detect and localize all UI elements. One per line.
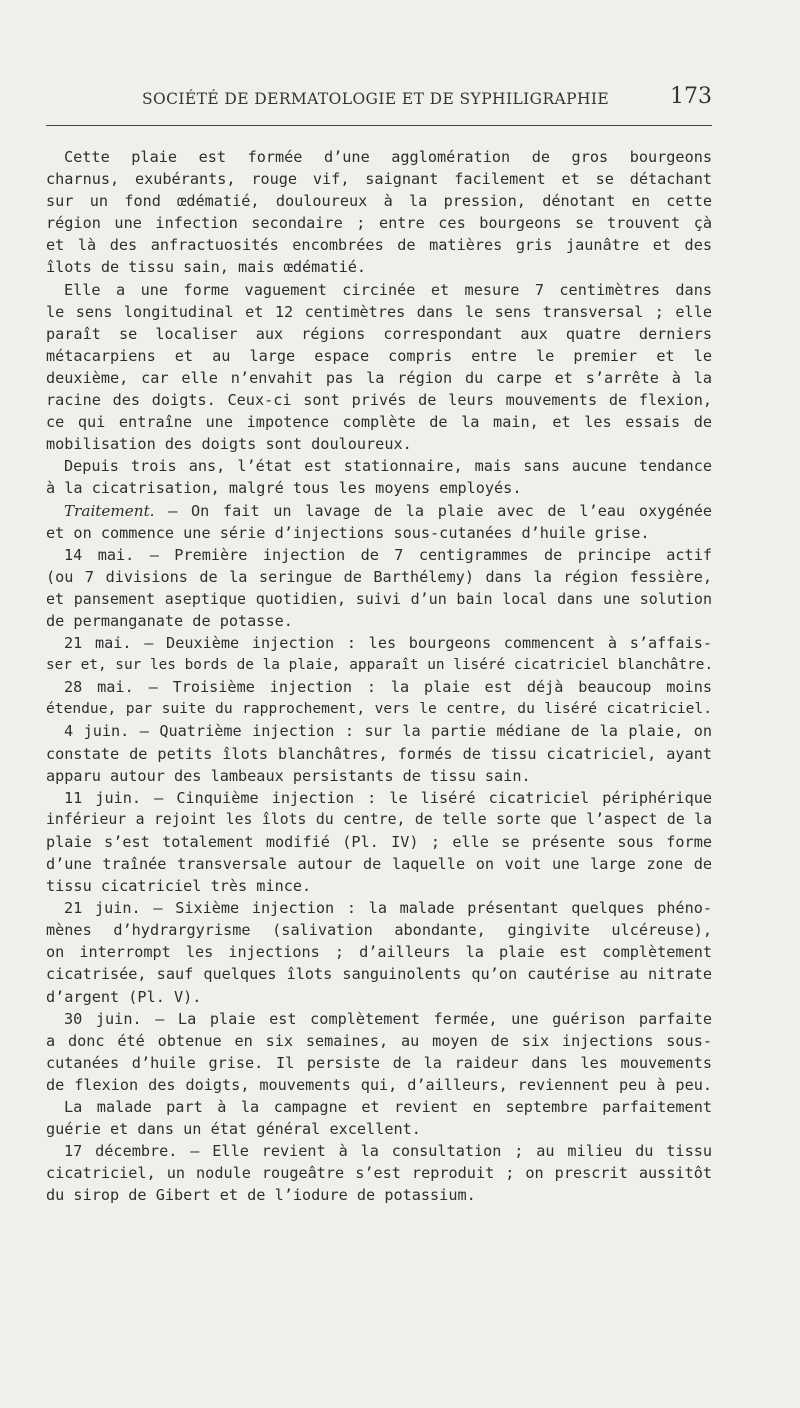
text-line: Cette plaie est formée d’une agglomération de gros bourgeons — [64, 148, 712, 166]
italic-lead: Traitement. — [64, 501, 155, 520]
text-line: métacarpiens et au large espace compris entre le premier et le — [46, 346, 712, 365]
text-line: Elle a une forme vaguement circinée et mesure 7 centimètres dans — [64, 280, 712, 299]
running-header — [46, 84, 712, 114]
text-line: mobilisation des doigts sont douloureux. — [46, 435, 412, 454]
text-line: le sens longitudinal et 12 centimètres dans le sens transversal ; elle — [46, 302, 712, 321]
text-line: a donc été obtenue en six semaines, au moyen de six injections sous- — [46, 1031, 712, 1050]
text-line: tissu cicatriciel très mince. — [46, 877, 312, 896]
text-line: cicatrisée, sauf quelques îlots sanguinolents qu’on cautérise au nitrate — [46, 965, 712, 984]
text-line: 14 mai. — Première injection de 7 centigrammes de principe actif — [64, 545, 712, 564]
text-line: La malade part à la campagne et revient en septembre parfaitement — [64, 1098, 712, 1117]
text-line: à la cicatrisation, malgré tous les moyens employés. — [46, 479, 522, 498]
text-line: 28 mai. — Troisième injection : la plaie est déjà beaucoup moins — [64, 678, 712, 697]
text-line: guérie et dans un état général excellent. — [46, 1120, 421, 1139]
text-line: inférieur a rejoint les îlots du centre, de telle sorte que l’aspect de la — [46, 810, 712, 828]
text-line: ce qui entraîne une impotence complète de la main, et les essais de — [46, 413, 712, 432]
text-line: deuxième, car elle n’envahit pas la région du carpe et s’arrête à la — [46, 368, 712, 387]
text-line: d’une traînée transversale autour de laquelle on voit une large zone de — [46, 855, 712, 873]
text-line: mènes d’hydrargyrisme (salivation abondante, gingivite ulcéreuse), — [46, 921, 712, 940]
text-line: d’argent (Pl. V). — [46, 987, 202, 1006]
text-line: cicatriciel, un nodule rougeâtre s’est reproduit ; on prescrit aussitôt — [46, 1164, 712, 1183]
text-line: et pansement aseptique quotidien, suivi d’un bain local dans une solution — [46, 589, 712, 608]
text-line: charnus, exubérants, rouge vif, saignant facilement et se détachant — [46, 170, 712, 189]
text-line: du sirop de Gibert et de l’iodure de potassium. — [46, 1186, 476, 1205]
text-line: et là des anfractuosités encombrées de matières gris jaunâtre et des — [46, 236, 712, 255]
text-line: plaie s’est totalement modifié (Pl. IV) ; elle se présente sous forme — [46, 832, 712, 851]
text-line: on interrompt les injections ; d’ailleurs la plaie est complètement — [46, 943, 712, 962]
text-line: 21 juin. — Sixième injection : la malade présentant quelques phéno- — [64, 899, 712, 918]
text-line: de permanganate de potasse. — [46, 611, 293, 630]
text-line: (ou 7 divisions de la seringue de Barthélemy) dans la région fessière, — [46, 567, 712, 586]
text-line: racine des doigts. Ceux-ci sont privés de leurs mouvements de flexion, — [46, 391, 712, 410]
text-line: paraît se localiser aux régions correspondant aux quatre derniers — [46, 324, 712, 343]
text-line: Depuis trois ans, l’état est stationnaire, mais sans aucune tendance — [64, 457, 712, 476]
text-line: 21 mai. — Deuxième injection : les bourgeons commencent à s’affais- — [64, 634, 712, 653]
text-line: région une infection secondaire ; entre ces bourgeons se trouvent çà — [46, 214, 712, 233]
text-line: et on commence une série d’injections sous-cutanées d’huile grise. — [46, 523, 650, 542]
header-rule — [46, 125, 712, 126]
page-number: 173 — [670, 84, 712, 109]
text-line: apparu autour des lambeaux persistants de tissu sain. — [46, 766, 531, 785]
body-text — [46, 146, 712, 1207]
running-title: SOCIÉTÉ DE DERMATOLOGIE ET DE SYPHILIGRAPHIE — [142, 90, 610, 108]
text-line: 4 juin. — Quatrième injection : sur la partie médiane de la plaie, on — [64, 722, 712, 741]
text-line: îlots de tissu sain, mais œdématié. — [46, 258, 367, 277]
text-line-rest: — On fait un lavage de la plaie avec de l’eau oxygénée — [154, 501, 712, 520]
text-line: 17 décembre. — Elle revient à la consultation ; au milieu du tissu — [64, 1142, 712, 1161]
text-line: de flexion des doigts, mouvements qui, d’ailleurs, reviennent peu à peu. — [46, 1075, 712, 1094]
text-line: étendue, par suite du rapprochement, vers le centre, du liséré cicatriciel. — [46, 700, 712, 718]
text-line — [46, 500, 712, 522]
text-line: sur un fond œdématié, douloureux à la pression, dénotant en cette — [46, 192, 712, 211]
text-line: cutanées d’huile grise. Il persiste de la raideur dans les mouvements — [46, 1053, 712, 1072]
text-line: constate de petits îlots blanchâtres, formés de tissu cicatriciel, ayant — [46, 744, 712, 763]
text-line: 30 juin. — La plaie est complètement fermée, une guérison parfaite — [64, 1009, 712, 1028]
text-line: 11 juin. — Cinquième injection : le liséré cicatriciel périphérique — [64, 788, 712, 807]
text-line: ser et, sur les bords de la plaie, apparaît un liséré cicatriciel blanchâtre. — [46, 657, 714, 674]
